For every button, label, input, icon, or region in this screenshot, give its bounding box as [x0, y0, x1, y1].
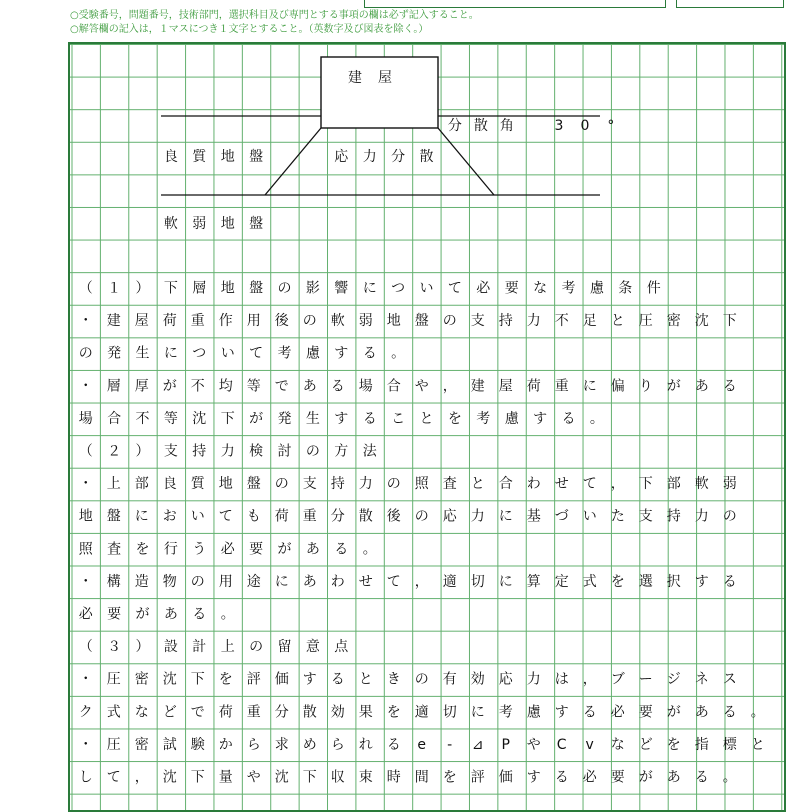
- building-box: [321, 57, 438, 128]
- soft-ground-label: 軟弱地盤: [163, 216, 264, 232]
- dispersion-angle-label: 分散角 30°: [447, 118, 615, 134]
- answer-line: 必要がある。: [78, 606, 235, 623]
- answer-line: （２）支持力検討の方法: [78, 443, 377, 460]
- header-entry-box-small[interactable]: [676, 0, 784, 8]
- answer-line: ・圧密沈下を評価するときの有効応力は，ブージネス: [78, 671, 737, 688]
- answer-line: の発生について考慮する。: [78, 345, 406, 362]
- answer-line: ・圧密試験から求められるe-⊿PやCvなどを指標と: [78, 736, 765, 753]
- answer-line: 地盤においても荷重分散後の応力に基づいた支持力の: [78, 508, 737, 525]
- answer-line: （１）下層地盤の影響について必要な考慮条件: [78, 280, 661, 297]
- answer-line: ・構造物の用途にあわせて，適切に算定式を選択する: [78, 573, 737, 590]
- dispersion-line-right: [438, 128, 494, 195]
- instruction-note-1: ○受験番号，問題番号，技術部門，選択科目及び専門とする事項の欄は必ず記入すること。: [70, 10, 479, 21]
- answer-line: 場合不等沈下が発生することを考慮する。: [78, 410, 604, 427]
- good-ground-label: 良質地盤: [163, 149, 264, 165]
- stress-dispersion-label: 応力分散: [334, 149, 434, 165]
- answer-line: ク式などで荷重分散効果を適切に考慮する必要がある。: [78, 704, 765, 721]
- building-label: 建屋: [348, 70, 392, 86]
- answer-line: 照査を行う必要がある。: [78, 541, 377, 558]
- dispersion-line-left: [265, 128, 321, 195]
- answer-line: して，沈下量や沈下収束時間を評価する必要がある。: [78, 769, 737, 786]
- answer-line: ・上部良質地盤の支持力の照査と合わせて，下部軟弱: [78, 476, 737, 493]
- answer-line: （３）設計上の留意点: [78, 639, 349, 656]
- foundation-diagram: [161, 57, 614, 232]
- answer-grid-sheet: [68, 42, 786, 812]
- answer-line: ・層厚が不均等である場合や，建屋荷重に偏りがある: [78, 378, 737, 395]
- answer-text: [79, 280, 765, 786]
- answer-line: ・建屋荷重作用後の軟弱地盤の支持力不足と圧密沈下: [78, 313, 737, 330]
- header-entry-box[interactable]: [364, 0, 666, 8]
- instruction-note-2: ○解答欄の記入は，１マスにつき１文字とすること。（英数字及び図表を除く。）: [70, 24, 429, 35]
- answer-overlay: [70, 44, 786, 812]
